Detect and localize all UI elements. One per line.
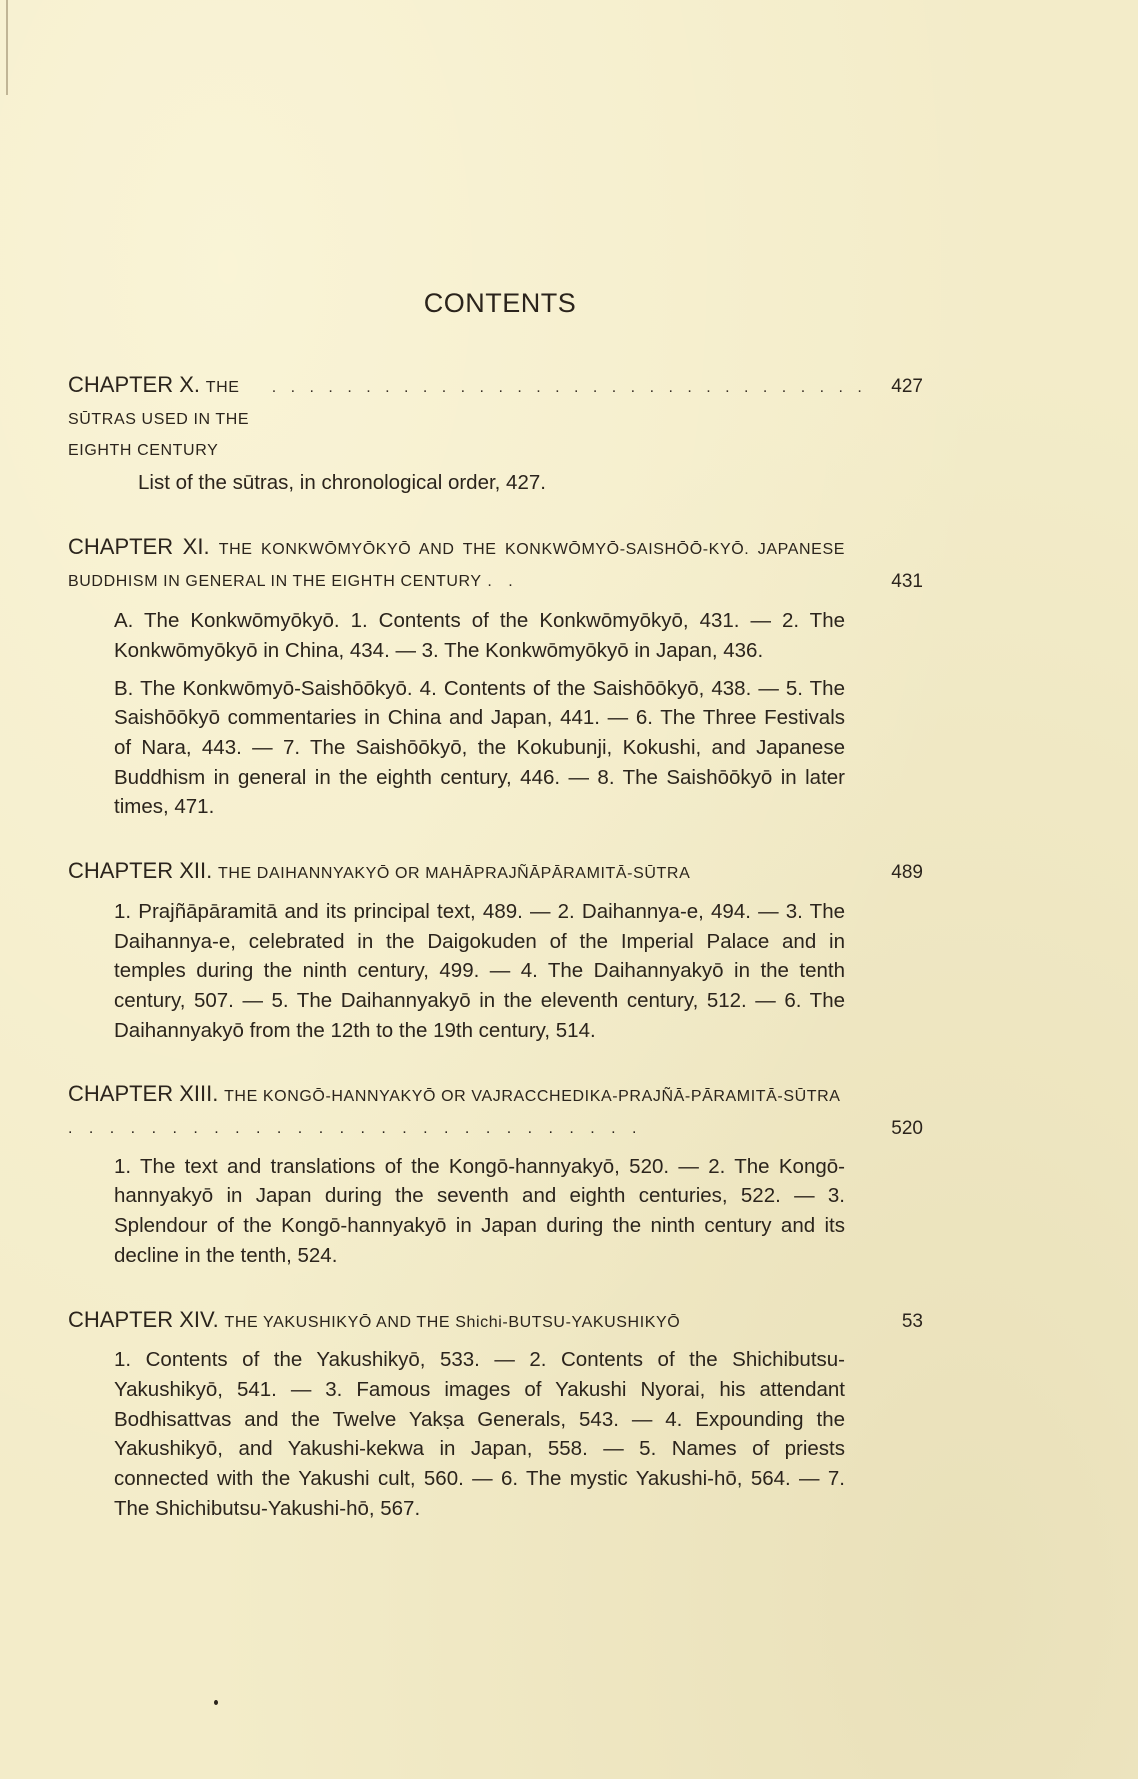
- chapter-label: CHAPTER XII.: [68, 858, 213, 884]
- page-number: 431: [891, 570, 923, 592]
- section-item: [68, 674, 923, 823]
- toc-entry-chapter-xii: [68, 856, 923, 1045]
- chapter-summary: List of the sūtras, in chronological order, 427.: [138, 471, 546, 495]
- chapter-heading[interactable]: [68, 1305, 923, 1338]
- toc-entry-chapter-xiii: [68, 1079, 923, 1270]
- section-item: [68, 606, 923, 665]
- chapter-heading[interactable]: [68, 856, 923, 889]
- dot-leader: [268, 373, 875, 403]
- chapter-title: THE KONKWŌMYŌKYŌ AND THE KONKWŌMYŌ-SAISHŌŌ-KYŌ. JAPANESE BUDDHISM IN GENERAL IN THE EIGHTH CENTURY: [68, 540, 845, 590]
- chapter-label: CHAPTER XI.: [68, 533, 210, 559]
- chapter-label: CHAPTER XIV.: [68, 1306, 219, 1332]
- chapter-summary: 1. The text and translations of the Kongō-hannyakyō, 520. — 2. The Kongō-hannyakyō in Japan during the seventh and eighth centuries, 522. — 3. Splendour of the Kongō-hannyakyō in Japan during the ninth century and its decline in the tenth, 524.: [114, 1154, 845, 1267]
- page-number: 427: [891, 376, 923, 397]
- chapter-title: THE DAIHANNYAKYŌ OR MAHĀPRAJÑĀPĀRAMITĀ-SŪTRA: [217, 865, 691, 883]
- toc-entry-chapter-xi: [68, 532, 923, 822]
- dot-leader: . . . . . . . . . . . . . . . . . . . . . . . . . . . .: [68, 1120, 643, 1138]
- chapter-label: CHAPTER X.: [68, 372, 201, 397]
- section-marker: B.: [114, 676, 134, 700]
- chapter-summary: 1. Prajñāpāramitā and its principal text, 489. — 2. Daihannya-e, 494. — 3. The Daihannya-e, celebrated in the Daigokuden of the Imperial Palace and in temples during the ninth century, 499. — 4. The Daihannyakyō in the tenth century, 507. — 5. The Daihannyakyō in the eleventh century, 512. — 6. The Daihannyakyō from the 12th to the 19th century, 514.: [114, 899, 845, 1042]
- chapter-label: CHAPTER XIII.: [68, 1081, 219, 1107]
- toc-entry-chapter-xiv: [68, 1305, 923, 1524]
- ink-speck: [214, 1700, 218, 1705]
- page-number: 489: [891, 862, 923, 884]
- toc-entry-chapter-x: [68, 370, 923, 498]
- chapter-summary: 1. Contents of the Yakushikyō, 533. — 2. Contents of the Shichibutsu-Yakushikyō, 541. — 3. Famous images of Yakushi Nyorai, his attendant Bodhisattvas and the Twelve Yakṣa Generals, 543. — 4. Expounding the Yakushikyō, and Yakushi-kekwa in Japan, 558. — 5. Names of priests connected with the Yakushi cult, 560. — 6. The mystic Yakushi-hō, 564. — 7. The Shichibutsu-Yakushi-hō, 567.: [114, 1348, 845, 1520]
- section-marker: A.: [114, 609, 134, 633]
- table-of-contents: [68, 370, 923, 1524]
- page-number: 53: [901, 1310, 923, 1332]
- chapter-title: THE SŪTRAS USED IN THE EIGHTH CENTURY: [68, 379, 250, 460]
- chapter-title: THE YAKUSHIKYŌ AND THE Shichi-BUTSU-YAKUSHIKYŌ: [224, 1313, 681, 1331]
- page-number: 520: [891, 1118, 923, 1140]
- section-text: The Konkwōmyōkyō. 1. Contents of the Konkwōmyōkyō, 431. — 2. The Konkwōmyōkyō in China, 434. — 3. The Konkwōmyōkyō in Japan, 436.: [114, 609, 846, 662]
- chapter-heading[interactable]: [68, 1079, 923, 1143]
- page-title: CONTENTS: [423, 288, 577, 318]
- chapter-heading[interactable]: [68, 532, 923, 596]
- chapter-heading[interactable]: [68, 370, 923, 466]
- dot-leader: . .: [487, 572, 519, 590]
- section-text: The Konkwōmyō-Saishōōkyō. 4. Contents of the Saishōōkyō, 438. — 5. The Saishōōkyō commentaries in China and Japan, 441. — 6. The Three Festivals of Nara, 443. — 7. The Saishōōkyō, the Kokubunji, Kokushi, and Japanese Buddhism in general in the eighth century, 446. — 8. The Saishōōkyō in later times, 471.: [114, 676, 845, 819]
- chapter-title: THE KONGŌ-HANNYAKYŌ OR VAJRACCHEDIKA-PRAJÑĀ-PĀRAMITĀ-SŪTRA: [224, 1088, 841, 1106]
- page-edge-mark: [6, 0, 8, 95]
